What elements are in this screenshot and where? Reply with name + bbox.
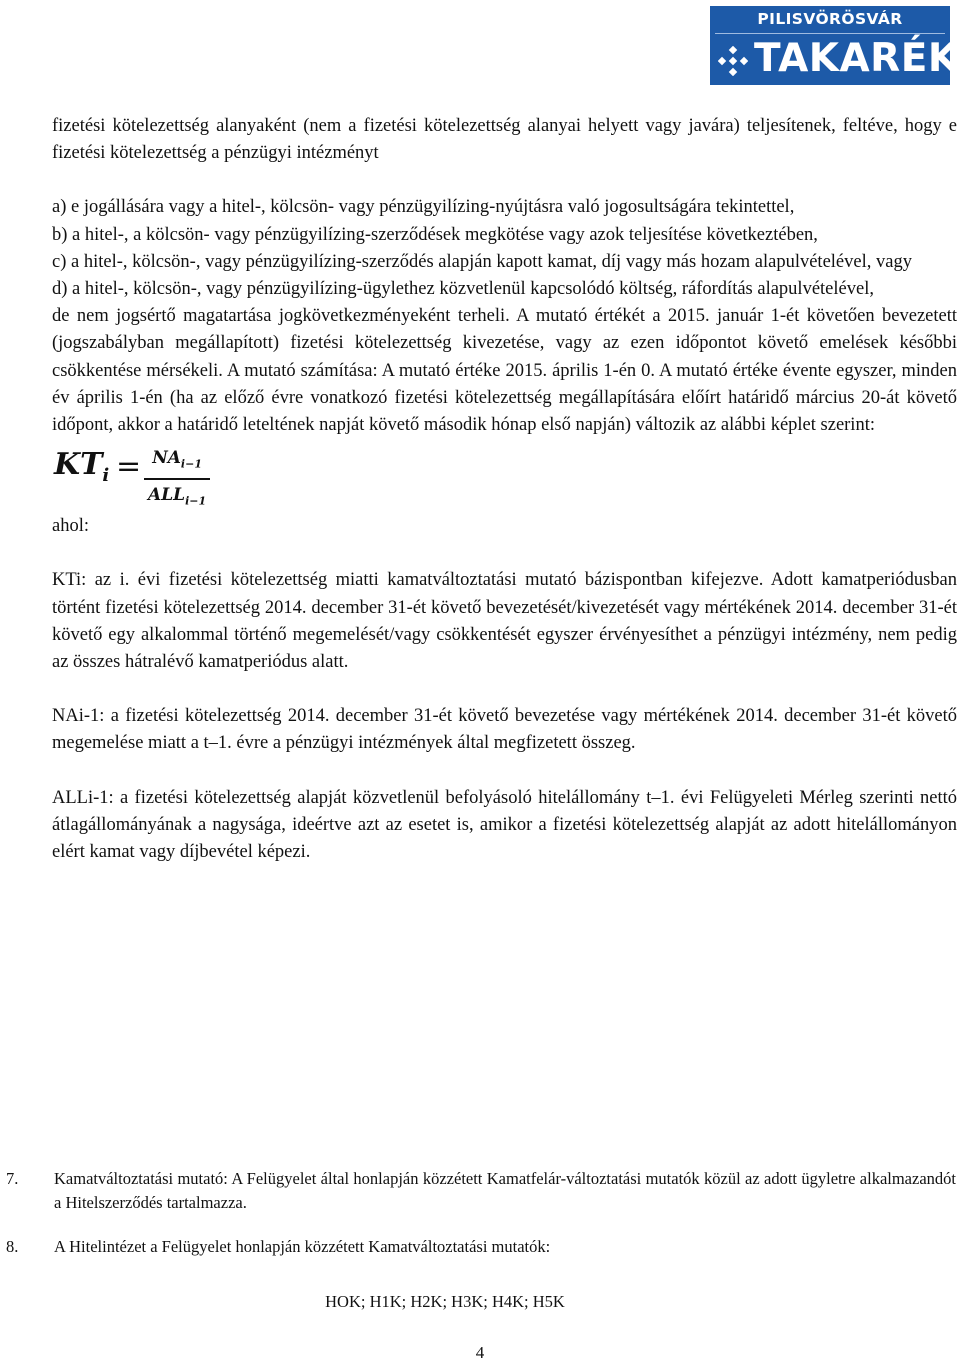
logo-divider bbox=[715, 33, 945, 34]
spacer bbox=[52, 758, 957, 785]
formula bbox=[52, 445, 957, 508]
formula-lhs: $KT_i$ bbox=[54, 447, 110, 487]
page-number: 4 bbox=[475, 1343, 485, 1362]
definition-kti: KTi: az i. évi fizetési kötelezettség miatti kamatváltoztatási mutató bázispontban kifejezve. Adott kamatperiódusban történt fizetési kötelezettség 2014. december 31-ét követő bevezetését/kivezetését vagy mértékének 2014. december 31-ét követő egy alkalommal történő megemelését/vagy csökkentését egyszer érvényesíthet a pénzügyi intézmény, nem pedig az összes hátralévő kamatperiódus alatt. bbox=[52, 570, 957, 673]
item-d: d) a hitel-, kölcsön-, vagy pénzügyilízing-ügylethez közvetlenül kapcsolódó költség, ráfordítás alapulvételével, bbox=[52, 279, 874, 300]
item-b: b) a hitel-, a kölcsön- vagy pénzügyilízing-szerződések megkötése vagy azok teljesítése következtében, bbox=[52, 224, 818, 245]
logo-top-text: PILISVÖRÖSVÁR bbox=[757, 10, 903, 28]
paragraph-calculation: de nem jogsértő magatartása jogkövetkezményeként terheli. A mutató értékét a 2015. január 1-ét követően bevezetett (jogszabályban megállapított) fizetési kötelezettség kivezetése, vagy az ezen időpontot követő emelések későbbi csökkentése mérsékeli. A mutató számítása: A mutató értéke 2015. április 1-én 0. A mutató értéke évente egyszer, minden év április 1-én (ha az előző évre vonatkozó fizetési kötelezettség megállapítására előírt határidő március 20-át követő időpont, akkor a határidő leteltének napját követő második hónap első napján) változik az alábbi képlet szerint: bbox=[52, 306, 957, 436]
list-item-number: 8. bbox=[6, 1237, 19, 1256]
list-item-text: Kamatváltoztatási mutató: A Felügyelet által honlapján közzétett Kamatfelár-változtatási mutatók közül az adott ügyletre alkalmazandót a Hitelszerződés tartalmazza. bbox=[54, 1169, 956, 1212]
logo-main-text: TAKARÉK bbox=[754, 36, 959, 81]
indicator-codes: HOK; H1K; H2K; H3K; H4K; H5K bbox=[325, 1292, 565, 1311]
list-item bbox=[0, 1235, 960, 1259]
cross-pattern-icon bbox=[718, 46, 748, 76]
definition-nai: NAi-1: a fizetési kötelezettség 2014. december 31-ét követő bevezetése vagy mértékének 2014. december 31-ét követő megemelése miatt a t–1. évre a pénzügyi intézmények által megfizetett összeg. bbox=[52, 706, 957, 754]
formula-numerator: $NA_{i-1}$ bbox=[152, 448, 202, 471]
item-a: a) e jogállására vagy a hitel-, kölcsön- vagy pénzügyilízing-nyújtásra való jogosultságára tekintettel, bbox=[52, 197, 795, 218]
definition-alli: ALLi-1: a fizetési kötelezettség alapját közvetlenül befolyásoló hitelállomány t–1. évi Felügyeleti Mérleg szerinti nettó átlagállományának a nagysága, ideértve azt az esetet is, amikor a fizetési kötelezettség alapját az adott hitelállományon elért kamat vagy díjbevétel képezi. bbox=[52, 787, 957, 863]
spacer bbox=[0, 1215, 960, 1235]
ahol-label: ahol: bbox=[52, 516, 89, 537]
list-item-number: 7. bbox=[6, 1169, 19, 1188]
formula-fraction bbox=[144, 445, 210, 514]
document-body bbox=[52, 113, 957, 866]
spacer bbox=[52, 540, 957, 567]
bank-logo bbox=[710, 6, 959, 85]
spacer bbox=[52, 676, 957, 703]
numbered-list bbox=[0, 1167, 960, 1259]
paragraph-intro: fizetési kötelezettség alanyaként (nem a fizetési kötelezettség alanyai helyett vagy javára) teljesítenek, feltéve, hogy e fizetési kötelezettség a pénzügyi intézményt bbox=[52, 116, 957, 164]
item-c: c) a hitel-, kölcsön-, vagy pénzügyilízing-szerződés alapján kapott kamat, díj vagy más hozam alapulvételével, vagy bbox=[52, 251, 912, 272]
list-item-text: A Hitelintézet a Felügyelet honlapján közzétett Kamatváltoztatási mutatók: bbox=[54, 1237, 551, 1256]
formula-denominator: $ALL_{i-1}$ bbox=[144, 478, 210, 515]
spacer bbox=[52, 167, 957, 194]
list-item bbox=[0, 1167, 960, 1215]
formula-equals: = bbox=[116, 449, 142, 485]
